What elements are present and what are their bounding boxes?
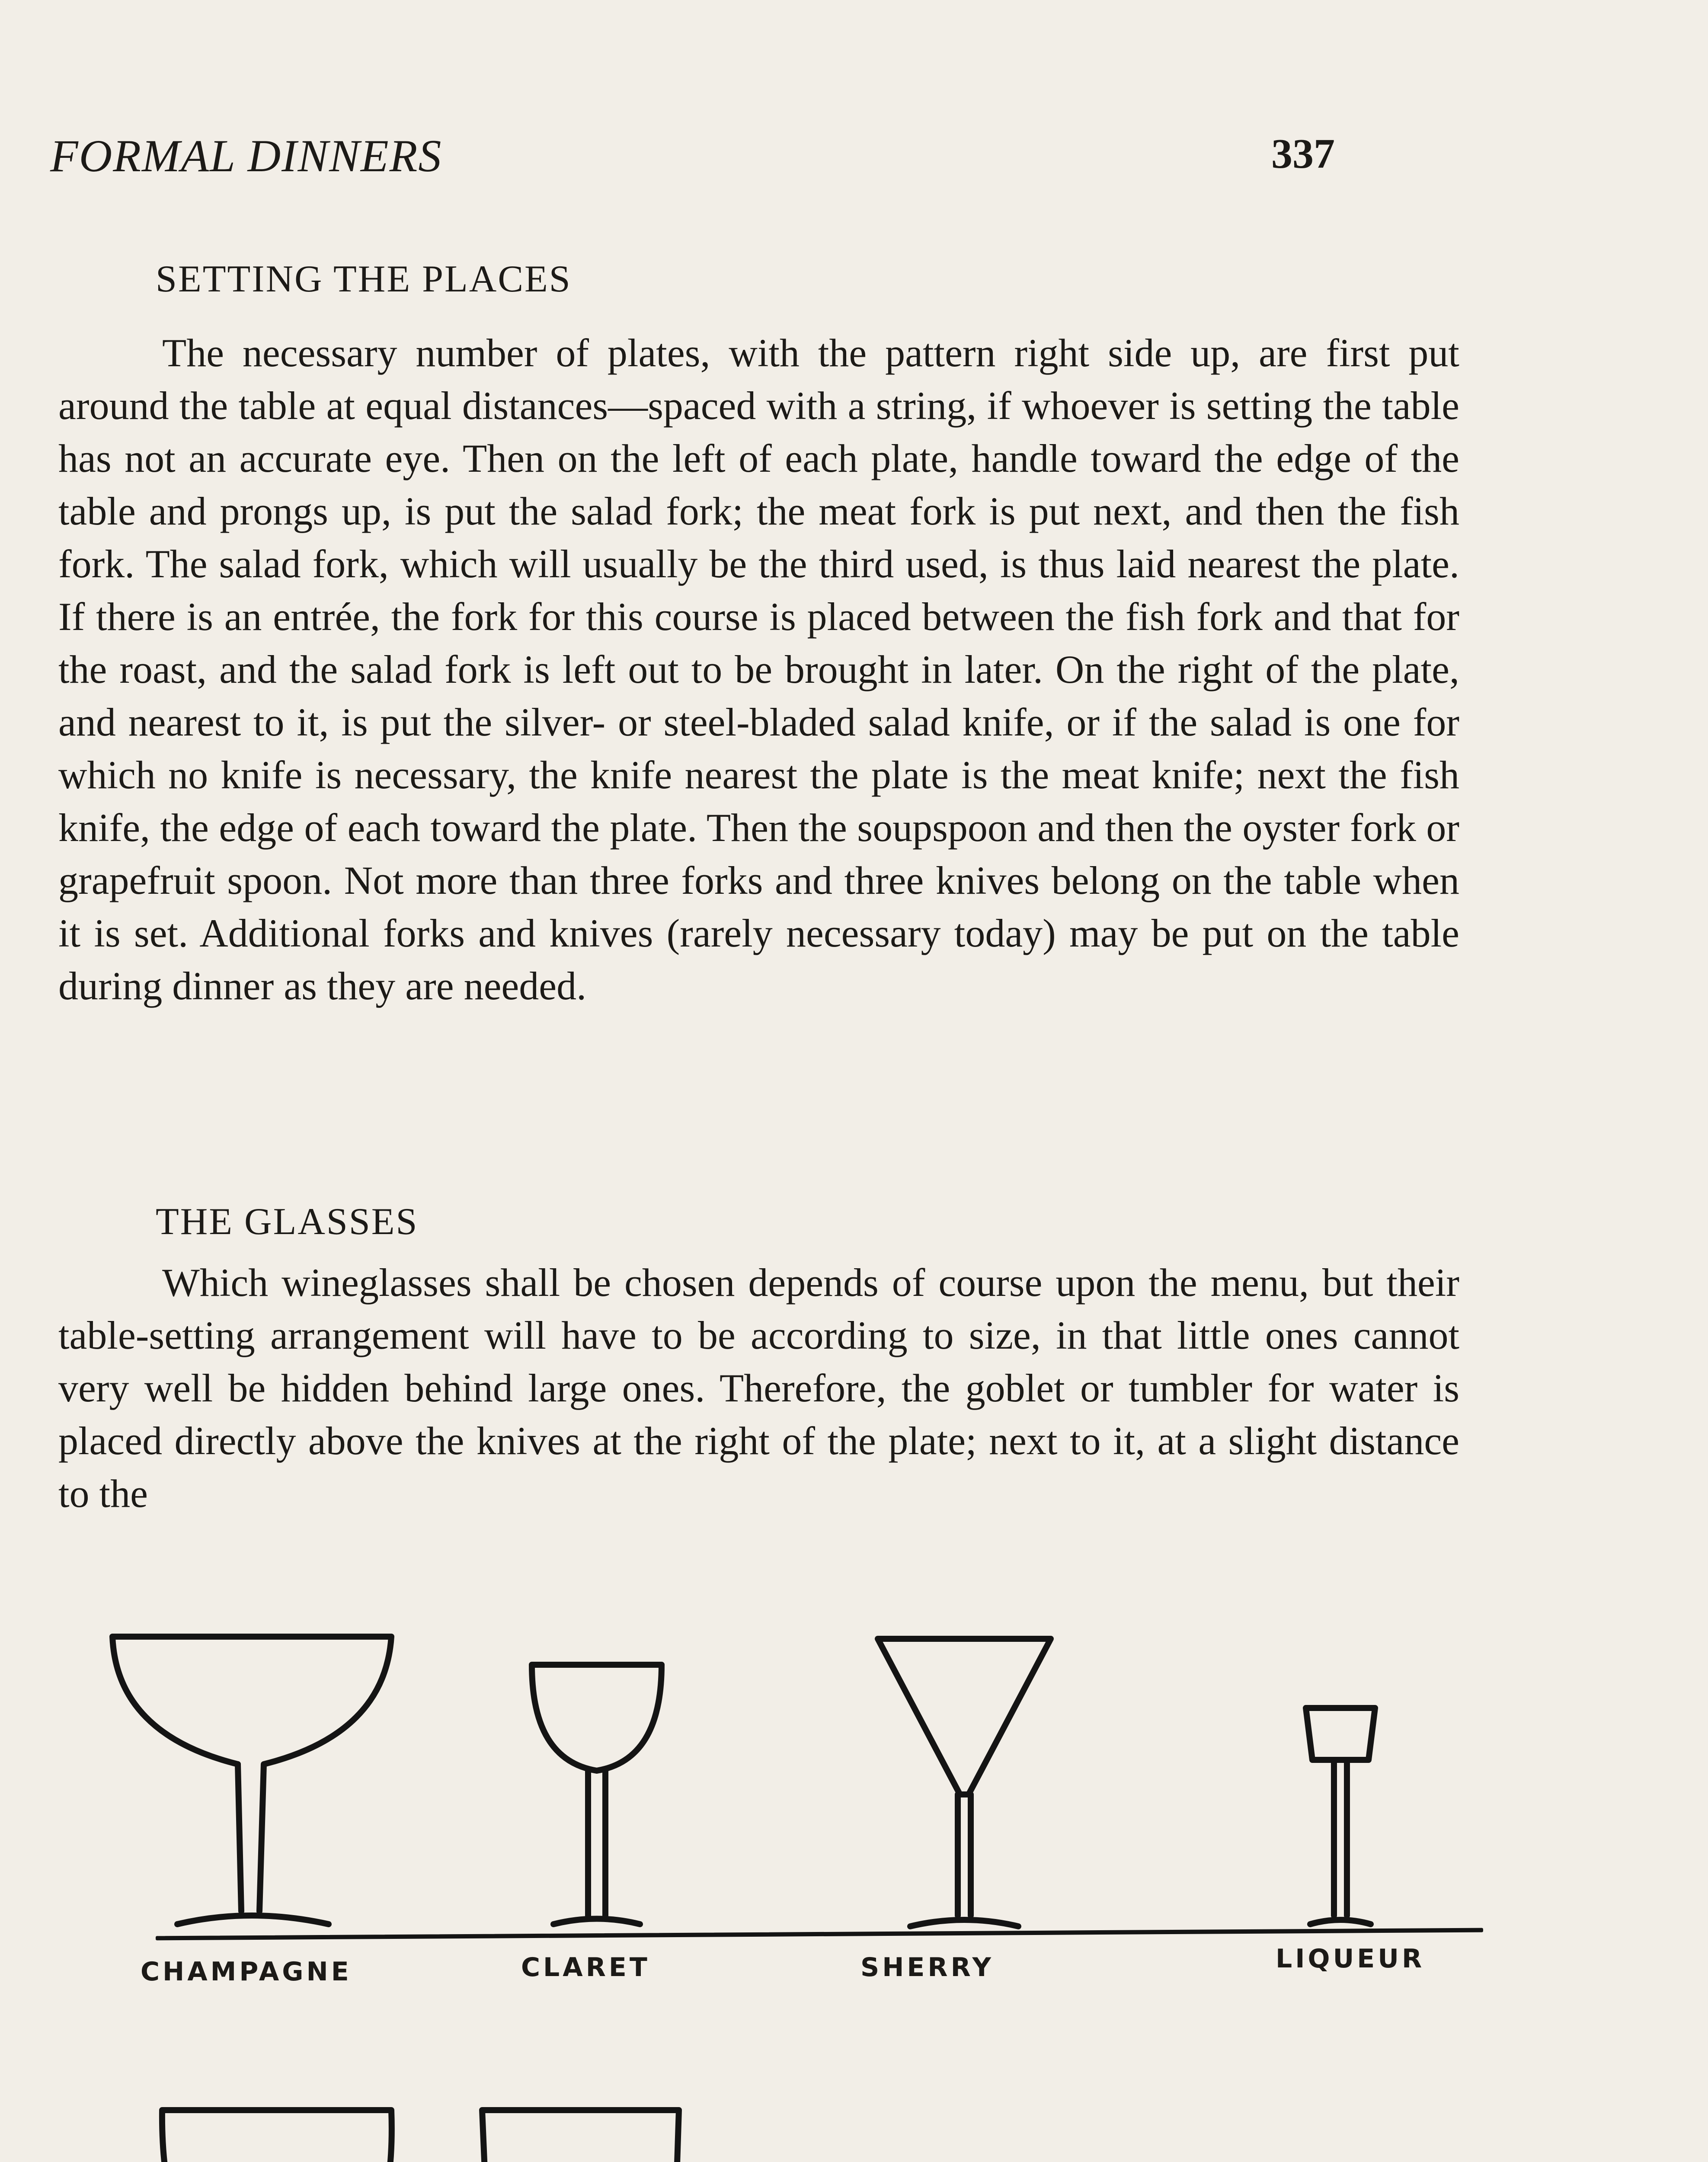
liqueur-label: LIQUEUR <box>1276 1944 1425 1974</box>
claret-glass-icon <box>523 1660 670 1929</box>
claret-label: CLARET <box>521 1952 650 1983</box>
sherry-glass-icon <box>869 1630 1059 1933</box>
champagne-label: CHAMPAGNE <box>141 1957 352 1987</box>
champagne-glass-icon <box>104 1626 398 1929</box>
sherry-label: SHERRY <box>860 1952 994 1983</box>
water-glass-icon <box>149 2101 409 2162</box>
glass-shelf-row-1 <box>156 1928 1483 1941</box>
running-head: FORMAL DINNERS <box>50 131 442 181</box>
page-number: 337 <box>1271 131 1335 177</box>
long-drinks-glass-icon <box>476 2106 688 2162</box>
section-heading-the-glasses: THE GLASSES <box>156 1201 419 1243</box>
liqueur-glass-icon <box>1297 1704 1384 1929</box>
paragraph-the-glasses: Which wineglasses shall be chosen depends of course upon the menu, but their table-setting arrangement will have to be according to size, in that little ones cannot very well be hidden behind large ones. Therefore, the goblet or tumbler for water is placed directly above the knives at the right of the plate; next to it, at a slight distance to the <box>58 1260 1459 1516</box>
paragraph-setting-the-places: The necessary number of plates, with the pattern right side up, are first put around the table at equal distances—spaced with a string, if whoever is setting the table has not an accurate eye. Then on the left of each plate, handle toward the edge of the table and prongs up, is put the salad fork; the meat fork is put next, and then the fish fork. The salad fork, which will usually be the third used, is thus laid nearest the plate. If there is an entrée, the fork for this course is placed between the fish fork and that for the roast, and the salad fork is left out to be brought in later. On the right of the plate, and nearest to it, is put the silver- or steel-bladed salad knife, or if the salad is one for which no knife is necessary, the knife nearest the plate is the meat knife; next the fish knife, the edge of each toward the plate. Then the soupspoon and then the oyster fork or grapefruit spoon. Not more than three forks and three knives belong on the table when it is set. Additional forks and knives (rarely necessary today) may be put on the table during dinner as they are needed. <box>58 331 1459 1008</box>
section-heading-setting-the-places: SETTING THE PLACES <box>156 258 572 300</box>
